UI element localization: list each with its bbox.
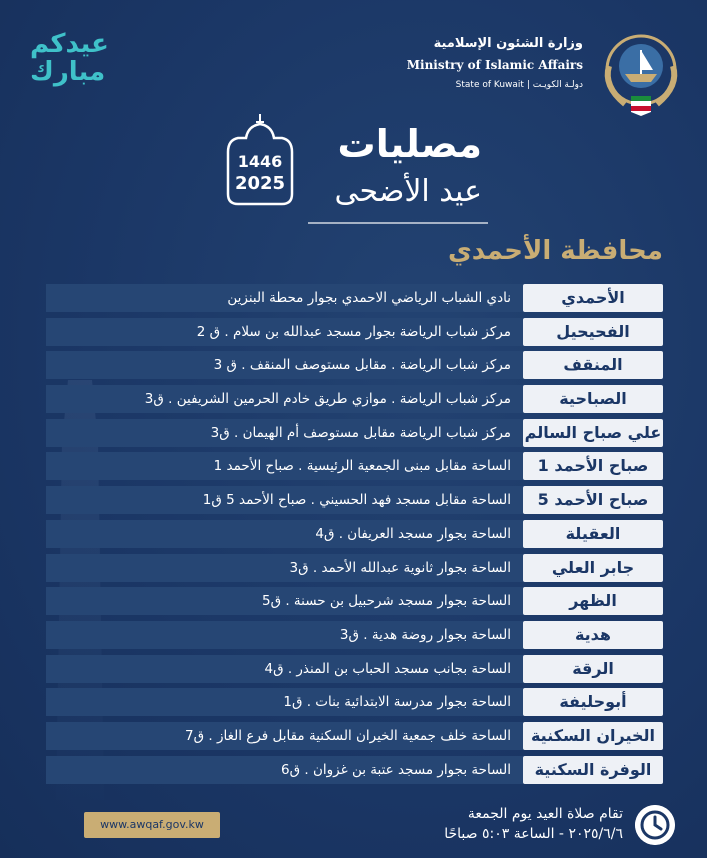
location-text: الساحة بجوار ثانوية عبدالله الأحمد . ق3 [46,554,523,582]
area-name: جابر العلي [523,554,663,582]
area-name: الصباحية [523,385,663,413]
location-text: الساحة مقابل مبنى الجمعية الرئيسية . صباح الأحمد 1 [46,452,523,480]
state-english: State of Kuwait [455,80,524,90]
website-link[interactable]: www.awqaf.gov.kw [84,812,220,838]
list-item [46,554,663,582]
location-text: الساحة خلف جمعية الخيران السكنية مقابل فرع الغاز . ق7 [46,722,523,750]
location-text: الساحة مقابل مسجد فهد الحسيني . صباح الأحمد 5 ق1 [46,486,523,514]
list-item [46,655,663,683]
location-text: مركز شباب الرياضة . موازي طريق خادم الحرمين الشريفين . ق3 [46,385,523,413]
kuwait-emblem-icon [595,26,687,118]
title-area [220,112,510,242]
list-item [46,587,663,615]
greeting-line-2: مبارك [30,57,106,87]
list-item [46,318,663,346]
list-item [46,688,663,716]
year-hijri: 1446 [237,152,283,171]
ministry-name-english: Ministry of Islamic Affairs [406,58,583,72]
list-item [46,520,663,548]
area-name: الوفرة السكنية [523,756,663,784]
page-subtitle: عيد الأضحى [334,174,482,209]
list-item [46,722,663,750]
area-name: أبوحليفة [523,688,663,716]
page-title: مصليات [337,122,482,166]
area-name: الفحيحيل [523,318,663,346]
area-name: علي صباح السالم [523,419,663,447]
eid-greeting [30,30,220,86]
area-name: صباح الأحمد 5 [523,486,663,514]
area-name: الخيران السكنية [523,722,663,750]
area-name: هدية [523,621,663,649]
area-name: المنقف [523,351,663,379]
area-name: العقيلة [523,520,663,548]
location-text: الساحة بجوار مسجد عتبة بن غزوان . ق6 [46,756,523,784]
prayer-day-text: تقام صلاة العيد يوم الجمعة [467,806,623,822]
clock-icon [635,805,675,845]
ministry-name-arabic: وزارة الشئون الإسلامية [433,36,583,51]
location-text: الساحة بجوار مسجد شرحبيل بن حسنة . ق5 [46,587,523,615]
list-item [46,385,663,413]
state-line [456,80,583,90]
location-text: نادي الشباب الرياضي الاحمدي بجوار محطة البنزين [46,284,523,312]
area-name: الظهر [523,587,663,615]
location-text: مركز شباب الرياضة . مقابل مستوصف المنقف . ق 3 [46,351,523,379]
location-text: مركز شباب الرياضة مقابل مستوصف أم الهيمان . ق3 [46,419,523,447]
area-name: الرقة [523,655,663,683]
prayer-locations-list [46,284,663,789]
list-item [46,486,663,514]
list-item [46,351,663,379]
list-item [46,621,663,649]
list-item [46,756,663,784]
title-underline [308,222,488,224]
location-text: الساحة بجوار مسجد العريفان . ق4 [46,520,523,548]
area-name: الأحمدي [523,284,663,312]
greeting-line-1: عيدكم [30,29,109,59]
state-divider: | [526,80,533,90]
location-text: الساحة بجوار روضة هدية . ق3 [46,621,523,649]
location-text: مركز شباب الرياضة بجوار مسجد عبدالله بن سلام . ق 2 [46,318,523,346]
governorate-heading: محافظة الأحمدي [447,236,663,266]
area-name: صباح الأحمد 1 [523,452,663,480]
list-item [46,452,663,480]
ministry-logo-block [397,26,687,116]
list-item [46,419,663,447]
prayer-time-text: ٢٠٢٥/٦/٦ - الساعة ٥:٠٣ صباحًا [444,826,623,842]
location-text: الساحة بجوار مدرسة الابتدائية بنات . ق1 [46,688,523,716]
location-text: الساحة بجانب مسجد الحباب بن المنذر . ق4 [46,655,523,683]
year-gregorian: 2025 [234,173,286,194]
state-arabic: دولـة الكويـت [532,80,583,90]
list-item [46,284,663,312]
